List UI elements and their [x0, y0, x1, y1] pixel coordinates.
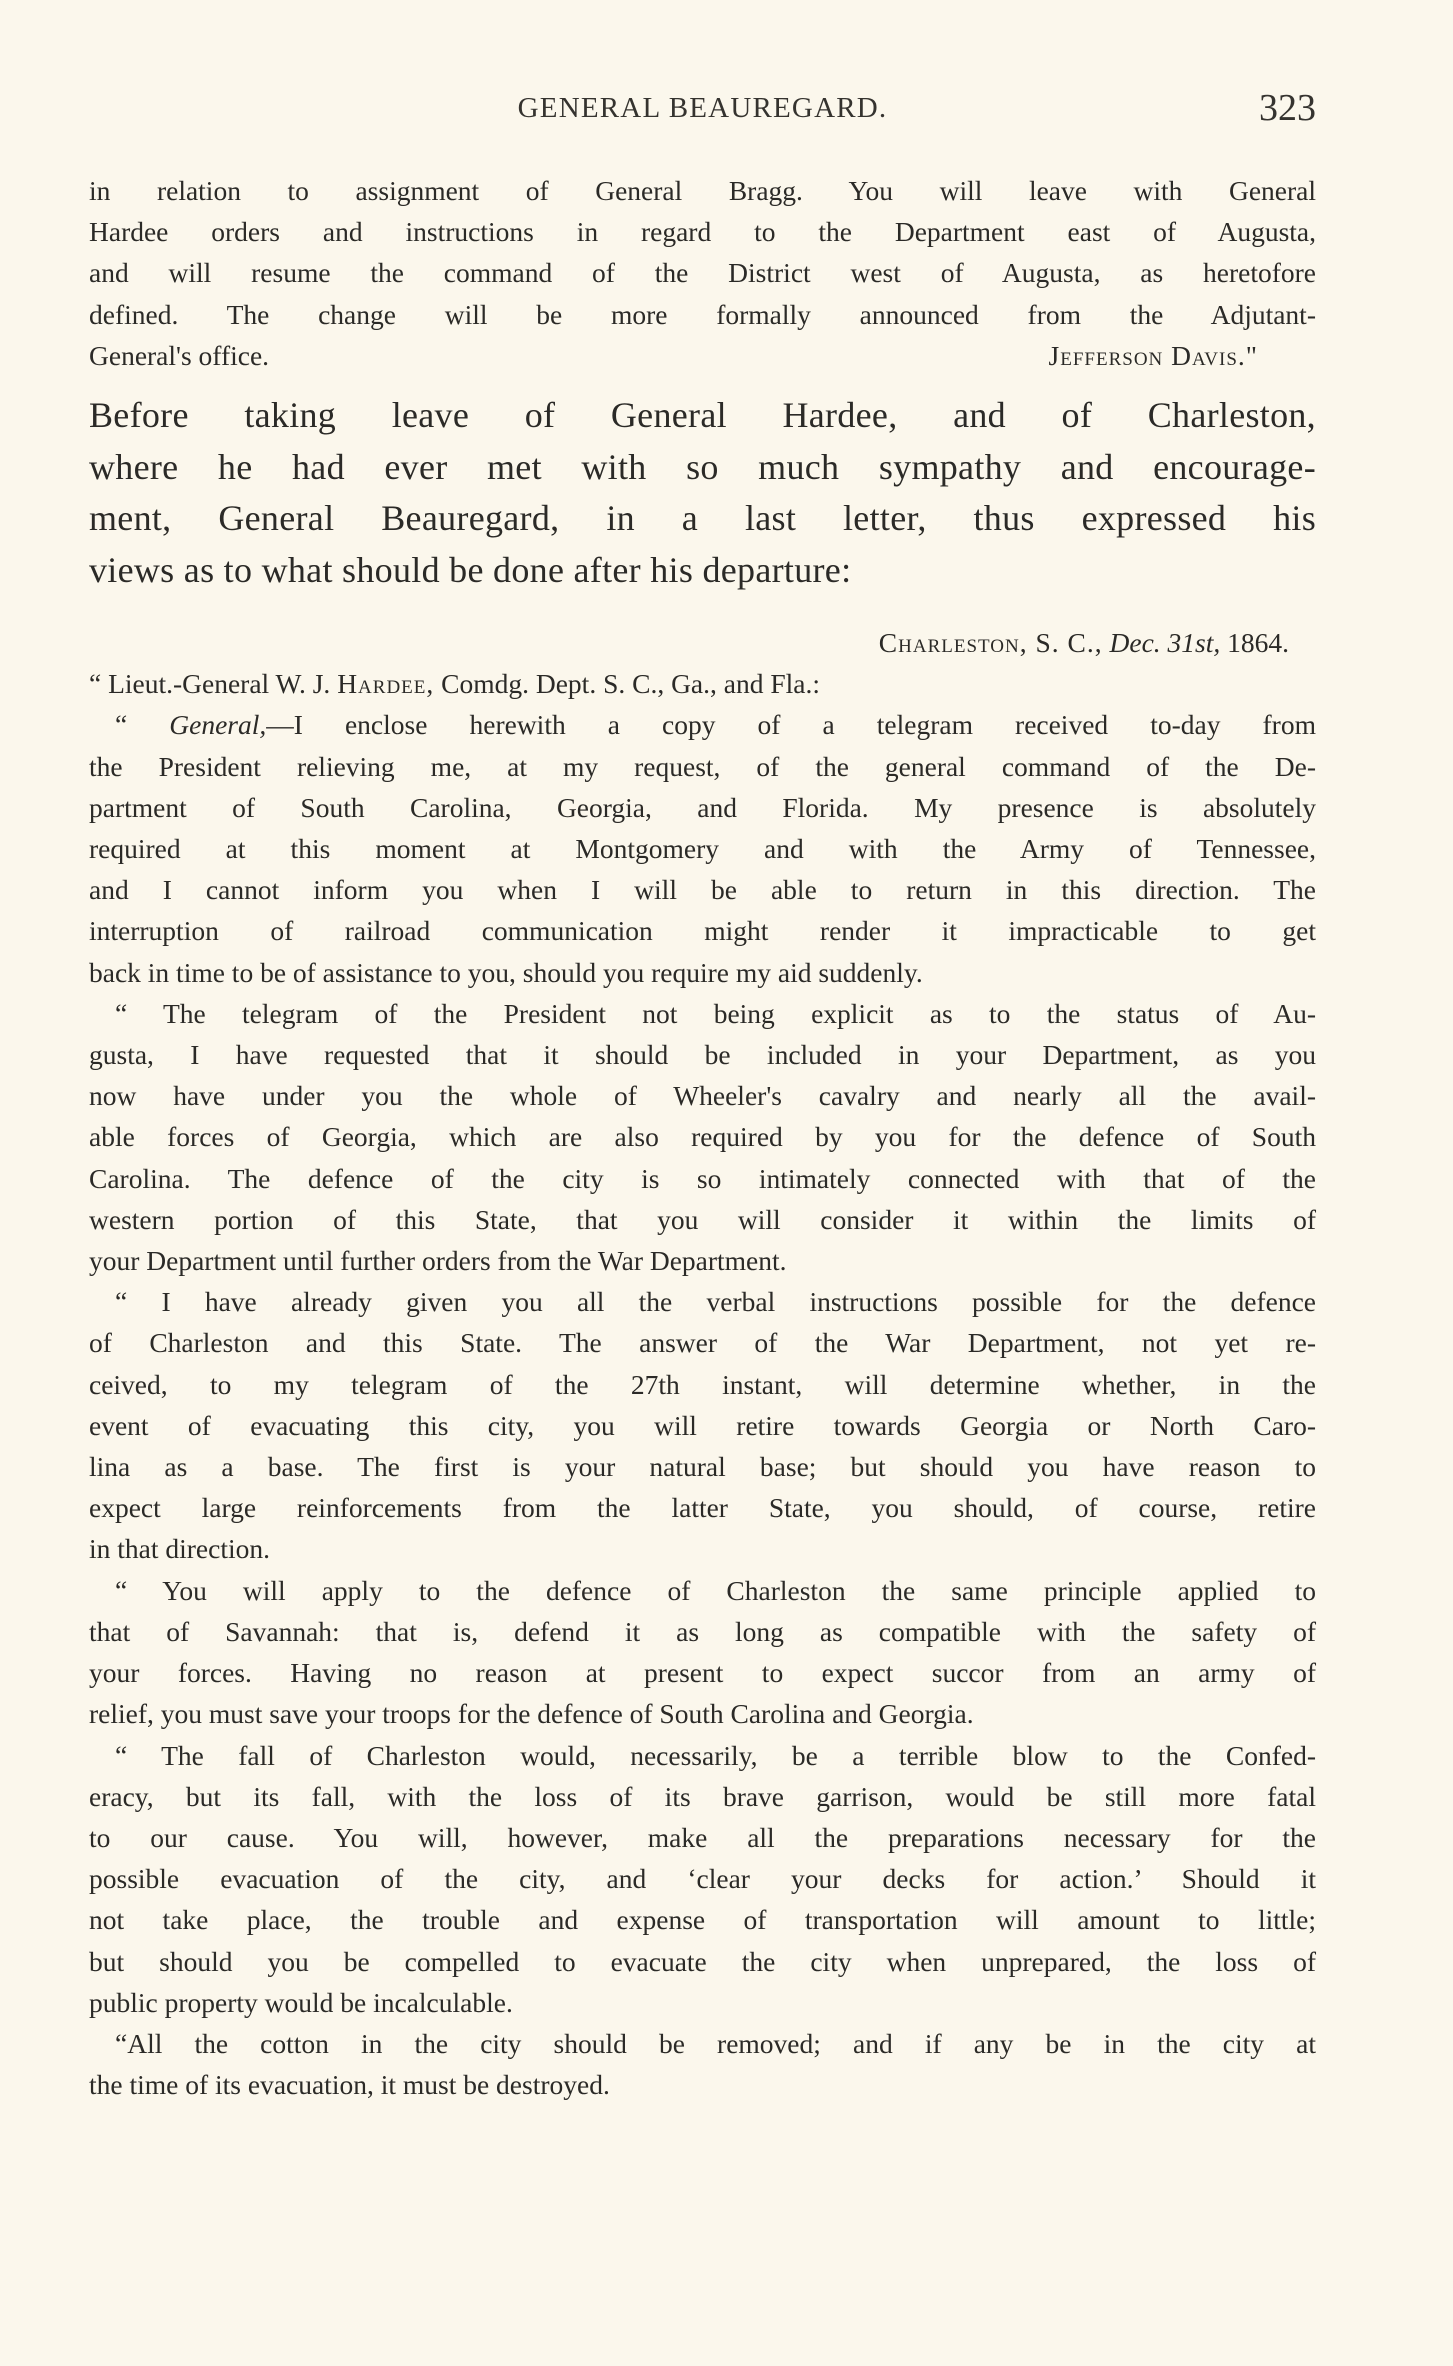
text-line: not take place, the trouble and expense of transportation will amount to little; — [89, 1904, 1316, 1936]
intro-line: views as to what should be done after his departure: — [89, 549, 852, 590]
text-line: General's office. — [89, 339, 270, 371]
letter-paragraph — [89, 1735, 1316, 2023]
text-line: event of evacuating this city, you will retire towards Georgia or North Caro- — [89, 1409, 1316, 1441]
text-line: that of Savannah: that is, defend it as long as compatible with the safety of — [89, 1615, 1316, 1647]
text-line: possible evacuation of the city, and ‘clear your decks for action.’ Should it — [89, 1863, 1316, 1895]
letter-addressee — [89, 663, 1316, 704]
text-line: Carolina. The defence of the city is so intimately connected with that of the — [89, 1162, 1316, 1194]
addressee-suffix: Comdg. Dept. S. C., Ga., and Fla.: — [441, 668, 821, 700]
text-line: in relation to assignment of General Bragg. You will leave with General — [89, 175, 1316, 206]
dateline-date: Dec. 31st, — [1109, 627, 1221, 659]
text-line: “ General,—I enclose herewith a copy of a telegram received to-day from — [115, 709, 1316, 741]
text-line: interruption of railroad communication might render it impracticable to get — [89, 915, 1316, 947]
letter-paragraph — [89, 704, 1316, 992]
text-line: expect large reinforcements from the latter State, you should, of course, retire — [89, 1492, 1316, 1524]
intro-line: ment, General Beauregard, in a last letter, thus expressed his — [89, 498, 1316, 539]
line-text: —I enclose herewith a copy of a telegram received to-day from — [266, 709, 1316, 741]
text-line: Hardee orders and instructions in regard to the Department east of Augusta, — [89, 216, 1316, 248]
text-line: defined. The change will be more formally announced from the Adjutant- — [89, 298, 1316, 330]
letter-paragraph — [89, 993, 1316, 1281]
salutation: General, — [169, 709, 267, 741]
running-head: GENERAL BEAUREGARD. — [517, 92, 888, 124]
opening-letter-fragment — [89, 170, 1316, 376]
text-line: “ The fall of Charleston would, necessarily, be a terrible blow to the Confed- — [115, 1739, 1316, 1771]
addressee-prefix: “ Lieut.-General W. J. — [89, 668, 331, 700]
signature: Jefferson Davis." — [1048, 339, 1258, 371]
dateline-year: 1864. — [1227, 627, 1289, 659]
page-header — [89, 87, 1316, 132]
text-line: ceived, to my telegram of the 27th instant, will determine whether, in the — [89, 1368, 1316, 1400]
intro-line: where he had ever met with so much sympathy and encourage- — [89, 446, 1316, 487]
text-line: “ The telegram of the President not being explicit as to the status of Au- — [115, 997, 1316, 1029]
text-line: “ I have already given you all the verbal instructions possible for the defence — [115, 1286, 1316, 1318]
text-line: in that direction. — [89, 1533, 270, 1565]
body-text — [89, 170, 1316, 2105]
text-line: western portion of this State, that you will consider it within the limits of — [89, 1203, 1316, 1235]
text-line: back in time to be of assistance to you, should you require my aid suddenly. — [89, 956, 923, 988]
text-line: of Charleston and this State. The answer of the War Department, not yet re- — [89, 1327, 1316, 1359]
text-line: public property would be incalculable. — [89, 1986, 513, 2018]
text-line: but should you be compelled to evacuate the city when unprepared, the loss of — [89, 1945, 1316, 1977]
text-line: the time of its evacuation, it must be destroyed. — [89, 2069, 610, 2101]
text-line: now have under you the whole of Wheeler's cavalry and nearly all the avail- — [89, 1080, 1316, 1112]
text-line: eracy, but its fall, with the loss of its brave garrison, would be still more fatal — [89, 1780, 1316, 1812]
text-line: required at this moment at Montgomery and with the Army of Tennessee, — [89, 833, 1316, 865]
text-line: your forces. Having no reason at present to expect succor from an army of — [89, 1657, 1316, 1689]
text-line: to our cause. You will, however, make all the preparations necessary for the — [89, 1821, 1316, 1853]
letter-paragraph — [89, 1570, 1316, 1735]
text-line: able forces of Georgia, which are also required by you for the defence of South — [89, 1121, 1316, 1153]
text-line: the President relieving me, at my request, of the general command of the De- — [89, 750, 1316, 782]
letter-dateline — [89, 622, 1316, 663]
letter-paragraph — [89, 1281, 1316, 1569]
letter-paragraph — [89, 2023, 1316, 2105]
text-line: gusta, I have requested that it should be included in your Department, as you — [89, 1039, 1316, 1071]
addressee-name: Hardee, — [337, 668, 435, 700]
signature-line — [89, 335, 1316, 376]
text-line: “All the cotton in the city should be removed; and if any be in the city at — [115, 2027, 1316, 2059]
page-number: 323 — [1259, 87, 1316, 129]
intro-line: Before taking leave of General Hardee, and of Charleston, — [89, 395, 1316, 436]
text-line: relief, you must save your troops for the defence of South Carolina and Georgia. — [89, 1698, 974, 1730]
dateline-place: Charleston, S. C., — [878, 627, 1103, 659]
text-line: partment of South Carolina, Georgia, and Florida. My presence is absolutely — [89, 791, 1316, 823]
text-line: your Department until further orders from the War Department. — [89, 1245, 787, 1277]
text-line: and will resume the command of the District west of Augusta, as heretofore — [89, 257, 1316, 289]
intro-paragraph — [89, 390, 1316, 596]
text-line: and I cannot inform you when I will be able to return in this direction. The — [89, 874, 1316, 906]
text-line: “ You will apply to the defence of Charleston the same principle applied to — [115, 1574, 1316, 1606]
text-line: lina as a base. The first is your natural base; but should you have reason to — [89, 1451, 1316, 1483]
letter-body — [89, 704, 1316, 2105]
